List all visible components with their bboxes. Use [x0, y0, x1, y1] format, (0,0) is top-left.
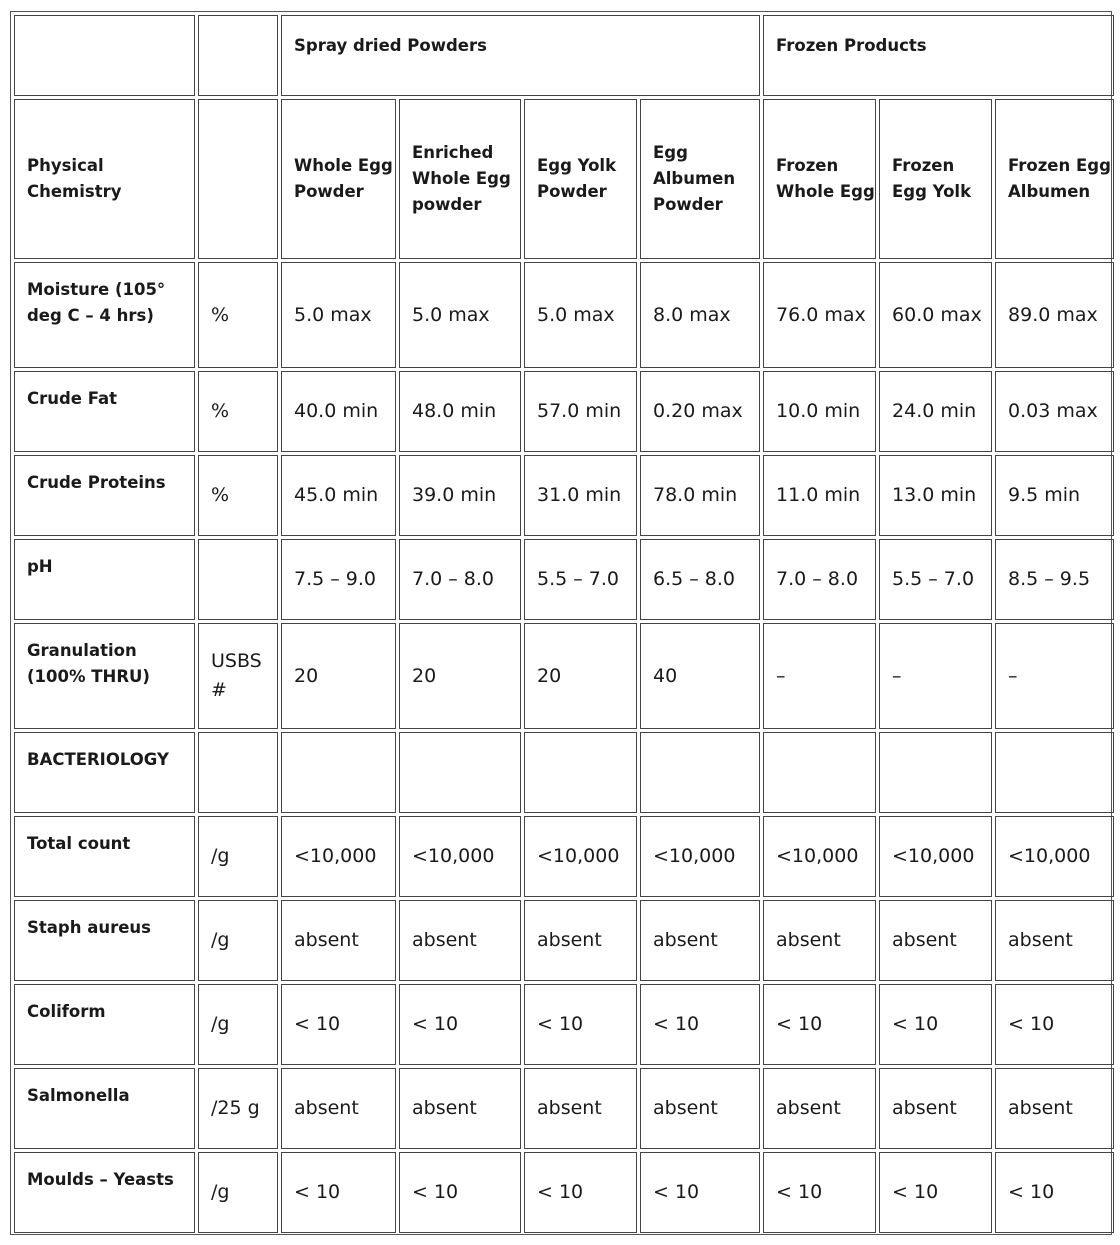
row-label: Crude Fat — [14, 371, 195, 452]
table-cell — [524, 732, 637, 813]
table-cell: 20 — [524, 623, 637, 729]
table-cell: <10,000 — [524, 816, 637, 897]
table-cell: < 10 — [399, 984, 521, 1065]
row-unit: % — [198, 371, 278, 452]
row-unit — [198, 539, 278, 620]
table-cell: <10,000 — [879, 816, 992, 897]
row-label: Moulds – Yeasts — [14, 1152, 195, 1233]
table-cell: 31.0 min — [524, 455, 637, 536]
table-cell: < 10 — [995, 1152, 1114, 1233]
row-label: Total count — [14, 816, 195, 897]
group-spray-dried-powders: Spray dried Powders — [281, 15, 760, 96]
table-cell: 8.5 – 9.5 — [995, 539, 1114, 620]
row-label: Salmonella — [14, 1068, 195, 1149]
table-row — [14, 1068, 1114, 1149]
table-cell: absent — [281, 1068, 396, 1149]
empty-header-cell — [14, 15, 195, 96]
col-header-egg-albumen-powder: Egg Albumen Powder — [640, 99, 760, 259]
table-cell: 78.0 min — [640, 455, 760, 536]
col-header-whole-egg-powder: Whole Egg Powder — [281, 99, 396, 259]
table-cell — [879, 732, 992, 813]
table-row — [14, 984, 1114, 1065]
row-label: Coliform — [14, 984, 195, 1065]
table-cell: absent — [763, 1068, 876, 1149]
table-cell: < 10 — [399, 1152, 521, 1233]
table-cell: 13.0 min — [879, 455, 992, 536]
table-cell: < 10 — [879, 1152, 992, 1233]
unit-header — [198, 99, 278, 259]
table-cell: 8.0 max — [640, 262, 760, 368]
table-cell: <10,000 — [399, 816, 521, 897]
row-unit: % — [198, 262, 278, 368]
table-row — [14, 262, 1114, 368]
table-cell: 7.0 – 8.0 — [763, 539, 876, 620]
table-cell: absent — [640, 1068, 760, 1149]
row-label: pH — [14, 539, 195, 620]
row-unit: /g — [198, 1152, 278, 1233]
table-cell: < 10 — [879, 984, 992, 1065]
physical-chemistry-header: Physical Chemistry — [14, 99, 195, 259]
col-header-frozen-egg-albumen: Frozen Egg Albumen — [995, 99, 1114, 259]
table-cell: 57.0 min — [524, 371, 637, 452]
table-cell: 5.5 – 7.0 — [524, 539, 637, 620]
table-cell: < 10 — [524, 984, 637, 1065]
row-unit: USBS # — [198, 623, 278, 729]
table-cell — [995, 732, 1114, 813]
group-header-row — [14, 15, 1114, 96]
table-cell: 89.0 max — [995, 262, 1114, 368]
table-cell: – — [995, 623, 1114, 729]
table-row — [14, 732, 1114, 813]
table-cell: absent — [995, 900, 1114, 981]
table-cell: 24.0 min — [879, 371, 992, 452]
table-cell: absent — [524, 1068, 637, 1149]
column-header-row — [14, 99, 1114, 259]
col-header-frozen-whole-egg: Frozen Whole Egg — [763, 99, 876, 259]
table-cell: 5.0 max — [524, 262, 637, 368]
table-cell: 9.5 min — [995, 455, 1114, 536]
table-cell — [281, 732, 396, 813]
table-cell: absent — [879, 1068, 992, 1149]
col-header-frozen-egg-yolk: Frozen Egg Yolk — [879, 99, 992, 259]
table-cell: 6.5 – 8.0 — [640, 539, 760, 620]
table-cell: absent — [281, 900, 396, 981]
table-cell: 45.0 min — [281, 455, 396, 536]
table-cell: 5.5 – 7.0 — [879, 539, 992, 620]
col-header-enriched-whole-egg-powder: Enriched Whole Egg powder — [399, 99, 521, 259]
table-cell: 5.0 max — [281, 262, 396, 368]
table-cell: < 10 — [763, 1152, 876, 1233]
spec-table-frame — [10, 11, 1112, 1235]
table-cell: absent — [524, 900, 637, 981]
table-cell: 40.0 min — [281, 371, 396, 452]
table-cell: 10.0 min — [763, 371, 876, 452]
table-cell: < 10 — [281, 984, 396, 1065]
table-cell: 48.0 min — [399, 371, 521, 452]
table-row — [14, 455, 1114, 536]
table-cell: 60.0 max — [879, 262, 992, 368]
table-row — [14, 1152, 1114, 1233]
row-label: Granulation (100% THRU) — [14, 623, 195, 729]
col-header-egg-yolk-powder: Egg Yolk Powder — [524, 99, 637, 259]
row-label: Crude Proteins — [14, 455, 195, 536]
table-cell: < 10 — [995, 984, 1114, 1065]
row-unit: /g — [198, 900, 278, 981]
table-cell: – — [763, 623, 876, 729]
table-cell — [399, 732, 521, 813]
table-row — [14, 816, 1114, 897]
table-cell: < 10 — [640, 1152, 760, 1233]
table-cell: 20 — [399, 623, 521, 729]
table-cell: <10,000 — [763, 816, 876, 897]
table-row — [14, 900, 1114, 981]
row-unit — [198, 732, 278, 813]
section-label-bacteriology: BACTERIOLOGY — [14, 732, 195, 813]
row-unit: /25 g — [198, 1068, 278, 1149]
row-unit: % — [198, 455, 278, 536]
group-frozen-products: Frozen Products — [763, 15, 1114, 96]
table-cell: < 10 — [640, 984, 760, 1065]
table-cell: – — [879, 623, 992, 729]
table-cell: 20 — [281, 623, 396, 729]
egg-product-spec-table — [11, 12, 1117, 1236]
table-cell: <10,000 — [995, 816, 1114, 897]
table-cell — [763, 732, 876, 813]
table-cell: < 10 — [763, 984, 876, 1065]
table-cell: 76.0 max — [763, 262, 876, 368]
table-row — [14, 371, 1114, 452]
table-cell: absent — [995, 1068, 1114, 1149]
table-cell: 39.0 min — [399, 455, 521, 536]
table-cell: absent — [763, 900, 876, 981]
row-label: Moisture (105° deg C – 4 hrs) — [14, 262, 195, 368]
table-row — [14, 539, 1114, 620]
table-cell: <10,000 — [281, 816, 396, 897]
empty-unit-header-cell — [198, 15, 278, 96]
row-label: Staph aureus — [14, 900, 195, 981]
table-cell: 11.0 min — [763, 455, 876, 536]
table-cell: < 10 — [281, 1152, 396, 1233]
table-cell: <10,000 — [640, 816, 760, 897]
table-cell: 7.0 – 8.0 — [399, 539, 521, 620]
table-cell: 40 — [640, 623, 760, 729]
table-cell: 7.5 – 9.0 — [281, 539, 396, 620]
table-cell: 0.03 max — [995, 371, 1114, 452]
table-cell: absent — [640, 900, 760, 981]
table-cell — [640, 732, 760, 813]
table-cell: absent — [399, 900, 521, 981]
table-cell: absent — [879, 900, 992, 981]
table-cell: < 10 — [524, 1152, 637, 1233]
table-cell: 5.0 max — [399, 262, 521, 368]
table-cell: 0.20 max — [640, 371, 760, 452]
row-unit: /g — [198, 816, 278, 897]
table-row — [14, 623, 1114, 729]
table-cell: absent — [399, 1068, 521, 1149]
row-unit: /g — [198, 984, 278, 1065]
